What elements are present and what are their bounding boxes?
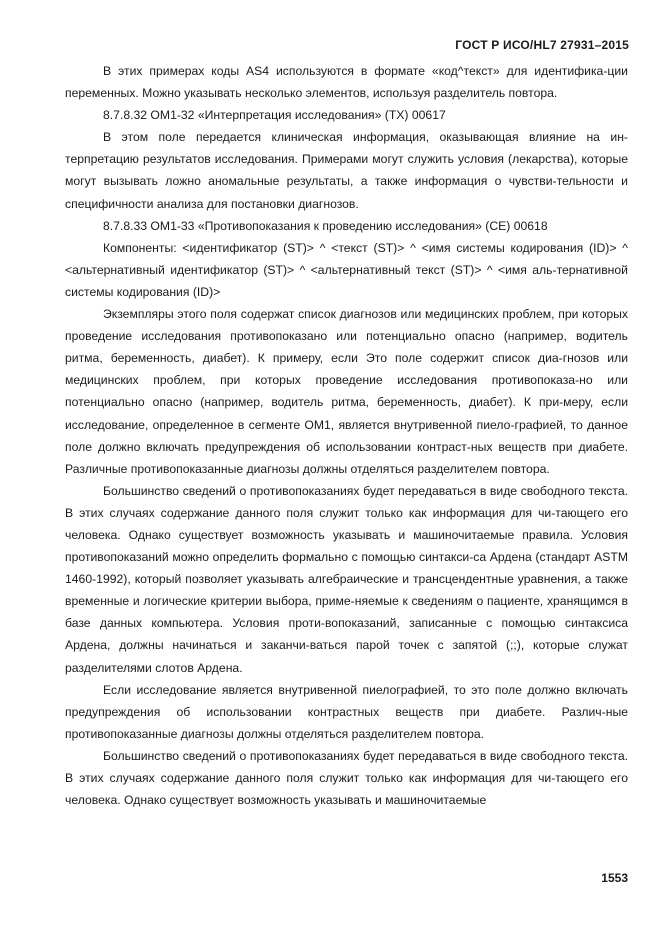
paragraph-pyelography: Если исследование является внутривенной пиелографией, то это поле должно включать предупреждения об использовании контрастных веществ при диабете. Различ-ные противопоказанные диагнозы должны отделяться разделителем повтора. [65, 682, 628, 741]
page-number: 1553 [601, 871, 628, 885]
document-id-header: ГОСТ Р ИСО/HL7 27931–2015 [455, 38, 629, 52]
page-body [65, 60, 628, 811]
paragraph-interpretation: В этом поле передается клиническая информация, оказывающая влияние на ин-терпретацию результатов исследования. Примерами могут служить условия (лекарства), которые могут вызывать ложно аномальные результаты, а также информация о чувстви-тельности и специфичности анализа для постановки диагнозов. [65, 130, 628, 211]
section-heading-om1-33: 8.7.8.33 OM1-33 «Противопоказания к проведению исследования» (CE) 00618 [103, 218, 548, 233]
paragraph-components: Компоненты: <идентификатор (ST)> ^ <текст (ST)> ^ <имя системы кодирования (ID)> ^ <альтернативный идентификатор (ST)> ^ <альтернативный текст (ST)> ^ <имя аль-тернативной системы кодирования (ID)> [65, 240, 628, 299]
section-heading-om1-32: 8.7.8.32 OM1-32 «Интерпретация исследования» (TX) 00617 [103, 108, 446, 123]
paragraph-free-text-arden: Большинство сведений о противопоказаниях будет передаваться в виде свободного текста. В этих случаях содержание данного поля служит только как информация для чи-тающего его человека. Однако существует возможность указывать и машиночитаемые правила. Условия противопоказаний можно определить формально с помощью синтакси-са Ардена (стандарт ASTM 1460-1992), который позволяет указывать алгебраические и трансцендентные уравнения, а также временные и логические критерии выбора, приме-няемые к сведениям о пациенте, хранящимся в базе данных компьютера. Условия проти-вопоказаний, записанные с помощью синтаксиса Ардена, должны начинаться и заканчи-ваться парой точек с запятой (;;), которые служат разделителями слотов Ардена. [65, 483, 628, 675]
paragraph-contraindication-list: Экземпляры этого поля содержат список диагнозов или медицинских проблем, при которых проведение исследования противопоказано или потенциально опасно (например, водитель ритма, беременность, диабет). К примеру, если Это поле содержит список диа-гнозов или медицинских проблем, при которых проведение исследования противопоказа-но или потенциально опасно (например, водитель ритма, беременность, диабет). К при-меру, если исследование, определенное в сегменте OM1, является внутривенной пиело-графией, то данное поле должно включать предупреждения об использовании контраст-ных веществ при диабете. Различные противопоказанные диагнозы должны отделяться разделителем повтора. [65, 307, 628, 476]
paragraph-as4-codes: В этих примерах коды AS4 используются в формате «код^текст» для идентифика-ции переменных. Можно указывать несколько элементов, используя разделитель повтора. [65, 64, 628, 101]
paragraph-free-text-repeat: Большинство сведений о противопоказаниях будет передаваться в виде свободного текста. В этих случаях содержание данного поля служит только как информация для чи-тающего его человека. Однако существует возможность указывать и машиночитаемые [65, 748, 628, 808]
